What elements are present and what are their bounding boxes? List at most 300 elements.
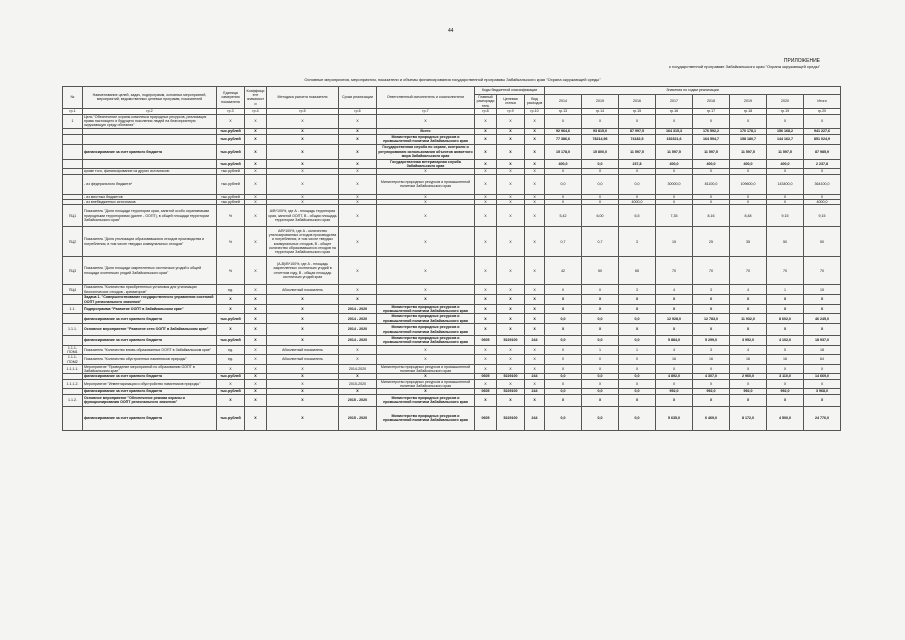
table-cell: X (497, 227, 525, 257)
table-cell: 15 800,0 (582, 144, 619, 159)
table-cell: X (497, 174, 525, 194)
table-cell: 42 (545, 257, 582, 285)
column-number-cell: гр.17 (693, 108, 730, 114)
table-cell: X (475, 205, 497, 227)
table-cell: 0,0 (619, 336, 656, 346)
table-cell: 0,0 (545, 314, 582, 324)
table-cell: X (619, 169, 656, 174)
table-cell: X (582, 364, 619, 374)
table-cell: X (497, 128, 525, 134)
table-cell: тыс.рублей (217, 134, 245, 144)
table-cell: 74182,5 (619, 134, 656, 144)
table-cell: X (339, 257, 377, 285)
table-cell: X (475, 364, 497, 374)
table-cell: X (267, 394, 339, 406)
table-cell: X (475, 134, 497, 144)
document-title: Основные мероприятия, мероприятия, показатели и объемы финансирования государственной программы Забайкальского края "Охрана окружающей среды" (304, 77, 601, 82)
table-cell: 244 (525, 406, 545, 430)
table-cell (63, 336, 83, 346)
table-cell: X (339, 355, 377, 365)
table-cell: 70 (656, 257, 693, 285)
table-cell: X (475, 314, 497, 324)
table-cell: 2014 - 2020 (339, 314, 377, 324)
table-cell: 992,0 (656, 389, 693, 394)
table-cell: X (525, 174, 545, 194)
header-year: 2014 (545, 95, 582, 109)
table-cell: X (245, 144, 267, 159)
table-cell: X (656, 324, 693, 336)
table-cell: X (497, 355, 525, 365)
table-cell: Государственная служба по охране, контролю и регулированию использования объектов животного мира Забайкальского края (378, 145, 473, 158)
table-cell: 2 237,8 (804, 159, 841, 169)
table-cell: X (619, 295, 656, 305)
table-cell: 16 (767, 355, 804, 365)
table-cell: X (475, 174, 497, 194)
table-cell: X (377, 374, 475, 379)
table-cell: X (767, 324, 804, 336)
table-cell: 11 932,0 (730, 314, 767, 324)
table-cell: X (377, 285, 475, 295)
table-cell: X (245, 134, 267, 144)
table-cell: X (217, 364, 245, 374)
table-cell: 2014 - 2020 (339, 324, 377, 336)
table-cell: 0 (582, 355, 619, 365)
table-cell: X (545, 394, 582, 406)
table-cell: X (245, 205, 267, 227)
program-table (62, 86, 841, 431)
table-cell: 0,0 (582, 314, 619, 324)
table-cell: Абсолютный показатель (267, 285, 339, 295)
table-cell: 64 (804, 355, 841, 365)
table-cell: X (525, 227, 545, 257)
table-cell: 11 597,5 (730, 144, 767, 159)
table-cell: X (267, 169, 339, 174)
table-cell: X (245, 295, 267, 305)
table-cell: X (619, 379, 656, 389)
table-cell: тыс.рублей (217, 144, 245, 159)
table-cell: Мероприятие "Инвентаризация и обустройство памятников природы" (83, 379, 217, 389)
table-cell: 0605 (475, 374, 497, 379)
table-cell: X (693, 394, 730, 406)
header-code-main: Главный распорядитель (475, 95, 497, 109)
table-cell: X (339, 174, 377, 194)
table-cell: 0 (767, 194, 804, 199)
table-cell: X (377, 295, 475, 305)
table-cell: X (267, 336, 339, 346)
table-cell: X (804, 394, 841, 406)
table-cell: X (545, 364, 582, 374)
header-coef: Коэффициент значимости (245, 87, 267, 109)
table-cell: 0 (730, 199, 767, 204)
table-cell: X (497, 257, 525, 285)
table-cell: финансирование за счет краевого бюджета (83, 406, 217, 430)
table-cell: Министерство природных ресурсов и промышленной политики Забайкальского края (377, 364, 475, 374)
table-cell: X (497, 159, 525, 169)
table-cell: Министерство природных ресурсов и промышленной политики Забайкальского края (377, 314, 475, 324)
table-cell: X (656, 394, 693, 406)
table-cell: 3 110,0 (767, 374, 804, 379)
table-cell: 992,0 (767, 389, 804, 394)
table-cell: тыс.рублей (217, 194, 245, 199)
table-cell: A/B*100%, где А - количество утилизированных отходов производства и потребления, в том числе твердых коммунальных отходов, В - общее количество образовавшихся отходов на территории Забайкальского края (267, 227, 339, 257)
table-cell: 992,0 (730, 389, 767, 394)
table-cell: 4 (656, 285, 693, 295)
table-cell: 4 307,0 (693, 374, 730, 379)
table-cell: X (245, 304, 267, 314)
table-cell: финансирование за счет краевого бюджета (83, 374, 217, 379)
table-cell: X (245, 257, 267, 285)
table-cell: X (730, 364, 767, 374)
table-cell: X (245, 128, 267, 134)
table-cell: 0 (545, 345, 582, 355)
table-cell: 144 162,7 (767, 134, 804, 144)
table-cell: 941 227,6 (804, 128, 841, 134)
table-cell: % (217, 205, 245, 227)
table-cell: X (217, 394, 245, 406)
table-cell: 5229100 (497, 374, 525, 379)
table-cell: X (804, 304, 841, 314)
table-cell: X (245, 355, 267, 365)
table-cell: 5229100 (497, 389, 525, 394)
table-cell: X (217, 304, 245, 314)
header-year: 2017 (656, 95, 693, 109)
table-cell: 4 (730, 345, 767, 355)
table-cell: - из местных бюджетов (83, 194, 217, 199)
table-cell (63, 144, 83, 159)
table-cell: 237,8 (619, 159, 656, 169)
table-cell: X (693, 304, 730, 314)
table-row (63, 144, 841, 159)
table-cell: 0 (582, 199, 619, 204)
table-cell: X (767, 304, 804, 314)
table-cell: 1.1.1. (63, 324, 83, 336)
column-number-cell: гр.3 (217, 108, 245, 114)
table-cell: X (267, 144, 339, 159)
table-cell: X (267, 379, 339, 389)
table-cell: X (377, 114, 475, 128)
table-cell: X (804, 295, 841, 305)
table-cell: X (656, 114, 693, 128)
table-cell: 2014-2020 (339, 364, 377, 374)
table-cell (83, 159, 217, 169)
table-cell: X (525, 379, 545, 389)
table-cell: 0605 (475, 406, 497, 430)
table-cell: 0,0 (619, 174, 656, 194)
table-row (63, 336, 841, 346)
header-responsible: Ответственный исполнитель и соисполнители (377, 87, 475, 109)
table-header (63, 87, 841, 115)
table-cell: 5 (767, 345, 804, 355)
table-cell: 65 (619, 257, 656, 285)
table-cell: 1.1.1-ПОМ2 (63, 355, 83, 365)
table-row (63, 159, 841, 169)
table-cell: X (267, 114, 339, 128)
table-cell: 77 386,6 (545, 134, 582, 144)
table-cell: Показатель "Количество обустроенных памятников природы" (83, 355, 217, 365)
table-cell: 2015 - 2020 (339, 394, 377, 406)
table-cell: X (730, 304, 767, 314)
table-cell: X (339, 144, 377, 159)
table-cell: 12 928,0 (656, 314, 693, 324)
table-cell: 4 (730, 285, 767, 295)
table-cell: X (656, 169, 693, 174)
table-cell: 50 (804, 227, 841, 257)
table-cell: 0 (545, 199, 582, 204)
table-cell: X (339, 194, 377, 199)
table-cell: X (767, 295, 804, 305)
table-cell: X (582, 304, 619, 314)
table-cell: 6 469,0 (693, 406, 730, 430)
table-cell: 6,5 (619, 205, 656, 227)
table-cell (63, 134, 83, 144)
table-cell: X (475, 304, 497, 314)
table-cell: X (267, 159, 339, 169)
table-cell: Основное мероприятие "Развитие сети ООПТ в Забайкальском крае" (83, 324, 217, 336)
header-method: Методика расчета показателя (267, 87, 339, 109)
table-cell: X (767, 169, 804, 174)
table-cell: X (693, 364, 730, 374)
column-number-cell: гр.10 (525, 108, 545, 114)
table-cell: X (267, 364, 339, 374)
table-cell: 15 (656, 227, 693, 257)
table-cell: тыс.рублей (217, 159, 245, 169)
table-cell: 8 172,0 (730, 406, 767, 430)
table-cell: 400,0 (767, 159, 804, 169)
table-body (63, 114, 841, 430)
table-cell: 176 592,2 (693, 128, 730, 134)
table-cell: 46 245,0 (804, 314, 841, 324)
table-cell: ПЦ4 (63, 285, 83, 295)
column-number-cell: гр.13 (545, 108, 582, 114)
table-cell: 8 602,0 (767, 314, 804, 324)
table-cell: Министерство природных ресурсов и промышленной политики Забайкальского края (377, 324, 475, 336)
table-cell: 164 594,7 (693, 134, 730, 144)
table-cell: X (245, 379, 267, 389)
table-cell: 0 (730, 194, 767, 199)
table-cell: 6,00 (582, 205, 619, 227)
table-cell: 109600,0 (730, 174, 767, 194)
table-cell: 8,16 (693, 205, 730, 227)
column-number-cell: гр.5 (267, 108, 339, 114)
table-cell: X (525, 364, 545, 374)
table-cell: X (545, 169, 582, 174)
table-cell: 1.1.1.2. (63, 379, 83, 389)
table-cell: X (245, 285, 267, 295)
table-cell: X (497, 134, 525, 144)
header-year: 2015 (582, 95, 619, 109)
table-cell: X (267, 295, 339, 305)
table-cell: 11 597,5 (767, 144, 804, 159)
table-cell: X (525, 134, 545, 144)
table-cell: X (339, 205, 377, 227)
table-cell: 0,7 (582, 227, 619, 257)
table-cell: X (245, 345, 267, 355)
table-cell: 4 (656, 345, 693, 355)
table-cell: X (497, 324, 525, 336)
table-cell: X (217, 295, 245, 305)
table-cell: 70 (767, 257, 804, 285)
table-cell: X (497, 199, 525, 204)
table-cell: 11 597,5 (619, 144, 656, 159)
table-cell: ед. (217, 345, 245, 355)
table-cell: 2015 - 2020 (339, 406, 377, 430)
column-number-cell: гр.7 (377, 108, 475, 114)
table-cell (63, 295, 83, 305)
table-cell: X (377, 205, 475, 227)
table-cell: X (693, 324, 730, 336)
table-cell: Министерство природных ресурсов и промышленной политики Забайкальского края (377, 336, 475, 346)
table-cell: X (730, 114, 767, 128)
table-cell: 92 964,6 (545, 128, 582, 134)
table-row (63, 379, 841, 389)
table-cell: 70 (730, 257, 767, 285)
table-cell: X (693, 169, 730, 174)
table-cell: 50 (767, 227, 804, 257)
table-cell: X (377, 345, 475, 355)
table-cell: 364100,0 (804, 174, 841, 194)
appendix-title: ПРИЛОЖЕНИЕ (783, 58, 820, 64)
table-cell: 158 180,7 (730, 134, 767, 144)
table-cell: X (475, 379, 497, 389)
table-cell: 25 (693, 227, 730, 257)
table-row (63, 114, 841, 128)
table-cell: X (497, 205, 525, 227)
table-cell: X (245, 194, 267, 199)
table-cell: 87 997,5 (619, 128, 656, 134)
column-number-cell: гр.16 (656, 108, 693, 114)
table-cell: 78214,96 (582, 134, 619, 144)
table-cell (83, 134, 217, 144)
table-row (63, 257, 841, 285)
table-cell: X (525, 314, 545, 324)
table-cell: X (475, 194, 497, 199)
table-cell: 4 500,0 (767, 406, 804, 430)
table-cell: X (693, 114, 730, 128)
table-cell: X (730, 379, 767, 389)
table-row (63, 227, 841, 257)
table-cell: X (767, 364, 804, 374)
table-cell: Министерство природных ресурсов и промышленной политики Забайкальского края (377, 304, 475, 314)
table-cell: X (245, 374, 267, 379)
table-row (63, 295, 841, 305)
table-cell: X (619, 364, 656, 374)
table-cell: финансирование за счет краевого бюджета (83, 336, 217, 346)
table-cell: 2014 - 2020 (339, 336, 377, 346)
column-number-cell: гр.1 (63, 108, 83, 114)
table-cell: 2 960,0 (730, 374, 767, 379)
table-cell: X (730, 295, 767, 305)
table-row (63, 406, 841, 430)
table-cell: тыс.рублей (217, 336, 245, 346)
table-row (63, 304, 841, 314)
table-cell: Показатель "Доля площади территории края, занятой особо охраняемыми природными территориями (далее - ООПТ), в общей площади территории Забайкальского края" (83, 205, 217, 227)
table-cell: 3 (619, 285, 656, 295)
table-cell: X (267, 304, 339, 314)
table-cell: 4 892,0 (656, 374, 693, 379)
table-cell: 9,15 (767, 205, 804, 227)
table-cell: X (217, 114, 245, 128)
table-cell: X (619, 324, 656, 336)
table-cell: 0 (767, 199, 804, 204)
table-cell: тыс.рублей (217, 199, 245, 204)
table-cell: X (525, 169, 545, 174)
table-cell: 0,0 (619, 389, 656, 394)
table-cell: 164 315,3 (656, 128, 693, 134)
table-cell: X (582, 394, 619, 406)
table-cell: X (377, 199, 475, 204)
table-cell: X (497, 295, 525, 305)
table-cell: X (245, 174, 267, 194)
table-cell: X (245, 336, 267, 346)
table-cell: 0,0 (582, 174, 619, 194)
table-cell: X (245, 114, 267, 128)
table-cell: 11 597,5 (656, 144, 693, 159)
table-cell: X (545, 295, 582, 305)
table-cell: 400,0 (656, 159, 693, 169)
table-cell: Подпрограмма "Развитие ООПТ в Забайкальском крае" (83, 304, 217, 314)
header-code-type: Вид расходов (525, 95, 545, 109)
table-cell: X (497, 314, 525, 324)
table-cell: 0 (545, 285, 582, 295)
table-cell: X (475, 169, 497, 174)
column-number-cell: гр.20 (804, 108, 841, 114)
table-cell: Задача 1. "Совершенствование государственного управления системой ООПТ регионального значения" (83, 295, 217, 305)
table-row (63, 314, 841, 324)
table-cell: X (267, 128, 339, 134)
table-cell: 35 (730, 227, 767, 257)
table-cell: X (339, 169, 377, 174)
table-cell: X (525, 194, 545, 199)
table-cell: 81100,0 (693, 174, 730, 194)
table-cell: Основное мероприятие "Обеспечение режима охраны и функционирования ООПТ регионального значения" (83, 394, 217, 406)
table-row (63, 324, 841, 336)
table-cell: 0,0 (619, 314, 656, 324)
table-cell: финансирование за счет краевого бюджета (83, 144, 217, 159)
column-number-cell: гр.2 (83, 108, 217, 114)
table-cell: тыс.рублей (217, 406, 245, 430)
table-cell: 0 (656, 194, 693, 199)
table-cell: 24 776,0 (804, 406, 841, 430)
table-cell: X (525, 159, 545, 169)
table-cell: - из внебюджетных источников (83, 199, 217, 204)
table-cell: 170 178,1 (730, 128, 767, 134)
table-cell: 18 937,0 (804, 336, 841, 346)
table-cell: 0,0 (545, 389, 582, 394)
table-cell: X (525, 199, 545, 204)
table-cell: X (497, 304, 525, 314)
table-cell: 0,0 (582, 406, 619, 430)
table-cell: X (582, 169, 619, 174)
table-cell: X (525, 394, 545, 406)
table-cell: X (730, 394, 767, 406)
table-cell: X (475, 114, 497, 128)
table-cell: X (245, 169, 267, 174)
table-cell: X (245, 314, 267, 324)
table-cell: X (693, 295, 730, 305)
table-cell: % (217, 227, 245, 257)
table-cell: 18 (804, 345, 841, 355)
table-row (63, 205, 841, 227)
table-cell: X (339, 227, 377, 257)
table-cell: X (217, 379, 245, 389)
table-cell (63, 406, 83, 430)
table-cell: Министерство природных ресурсов и промышленной политики Забайкальского края (377, 394, 475, 406)
header-unit: Единица измерения показателя (217, 87, 245, 109)
table-cell (63, 314, 83, 324)
table-cell: X (619, 304, 656, 314)
table-cell: A/B*100%, где А - площадь территории края, занятой ООПТ, В - общая площадь территории Забайкальского края (267, 205, 339, 227)
table-cell: X (497, 345, 525, 355)
